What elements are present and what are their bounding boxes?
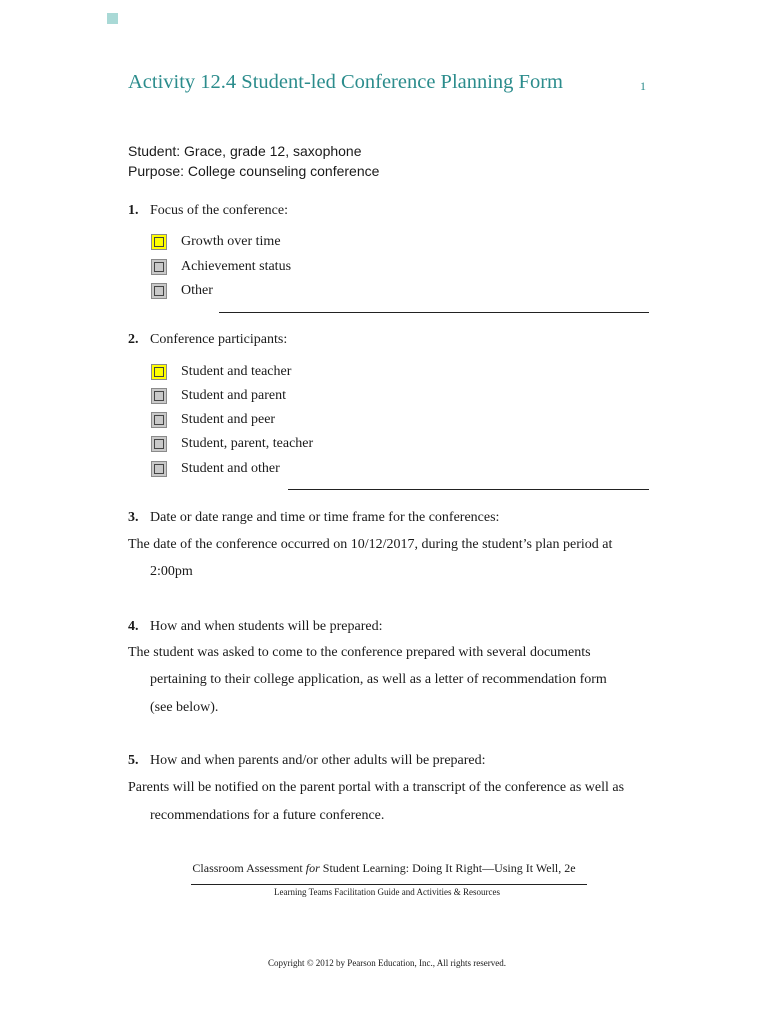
answer-3-line-2: 2:00pm <box>150 564 193 579</box>
option-label: Student and other <box>181 461 280 476</box>
answer-5-line-1: Parents will be notified on the parent portal with a transcript of the conference as well as <box>128 780 625 795</box>
option-student-and-other[interactable] <box>151 461 280 477</box>
option-student-and-parent[interactable] <box>151 388 286 404</box>
question-2-text: Conference participants: <box>150 332 288 347</box>
option-label: Student and teacher <box>181 364 292 379</box>
option-student-and-peer[interactable] <box>151 412 275 428</box>
footer-title <box>0 861 768 876</box>
question-1-text: Focus of the conference: <box>150 203 288 218</box>
student-info: Student: Grace, grade 12, saxophone <box>128 143 362 159</box>
option-other[interactable] <box>151 283 213 299</box>
checkbox-icon[interactable] <box>151 283 167 299</box>
student-and-other-fill-line[interactable] <box>288 489 649 490</box>
answer-4-line-3: (see below). <box>150 700 219 715</box>
option-achievement-status[interactable] <box>151 259 291 275</box>
checkbox-icon[interactable] <box>151 259 167 275</box>
other-fill-line[interactable] <box>219 312 649 313</box>
footer-subtitle: Learning Teams Facilitation Guide and Activities & Resources <box>274 887 500 897</box>
page-number: 1 <box>640 79 646 93</box>
answer-5-line-2: recommendations for a future conference. <box>150 808 385 823</box>
option-label: Student and parent <box>181 388 286 403</box>
checkbox-icon[interactable] <box>151 436 167 452</box>
checkbox-icon[interactable] <box>151 461 167 477</box>
answer-4-line-1: The student was asked to come to the conference prepared with several documents <box>128 645 591 660</box>
question-4-text: How and when students will be prepared: <box>150 619 383 634</box>
option-label: Other <box>181 283 213 298</box>
option-student-and-teacher[interactable] <box>151 364 291 380</box>
page-title: Activity 12.4 Student-led Conference Planning Form <box>128 71 563 93</box>
question-4-number: 4. <box>128 619 139 634</box>
footer-divider <box>191 884 587 885</box>
question-5-text: How and when parents and/or other adults will be prepared: <box>150 753 486 768</box>
footer-title-pre: Classroom Assessment <box>192 861 306 875</box>
answer-4-line-2: pertaining to their college application, as well as a letter of recommendation form <box>150 672 607 687</box>
option-student-parent-teacher[interactable] <box>151 436 313 452</box>
footer-title-italic: for <box>305 861 320 875</box>
question-3-number: 3. <box>128 510 139 525</box>
footer-title-post: Student Learning: Doing It Right—Using It Well, 2e <box>319 861 576 875</box>
option-label: Student, parent, teacher <box>181 436 314 451</box>
checkbox-icon[interactable] <box>151 412 167 428</box>
option-label: Achievement status <box>181 259 292 274</box>
checkbox-icon[interactable] <box>151 364 167 380</box>
answer-3-line-1: The date of the conference occurred on 10/12/2017, during the student’s plan period at <box>128 537 613 552</box>
question-1-number: 1. <box>128 203 139 218</box>
question-3-text: Date or date range and time or time frame for the conferences: <box>150 510 500 525</box>
purpose-info: Purpose: College counseling conference <box>128 163 380 179</box>
option-growth-over-time[interactable] <box>151 234 281 250</box>
checkbox-icon[interactable] <box>151 234 167 250</box>
corner-mark <box>107 13 118 24</box>
question-5-number: 5. <box>128 753 139 768</box>
copyright: Copyright © 2012 by Pearson Education, Inc., All rights reserved. <box>267 958 507 968</box>
option-label: Student and peer <box>181 412 276 427</box>
question-2-number: 2. <box>128 332 139 347</box>
option-label: Growth over time <box>181 234 281 249</box>
checkbox-icon[interactable] <box>151 388 167 404</box>
